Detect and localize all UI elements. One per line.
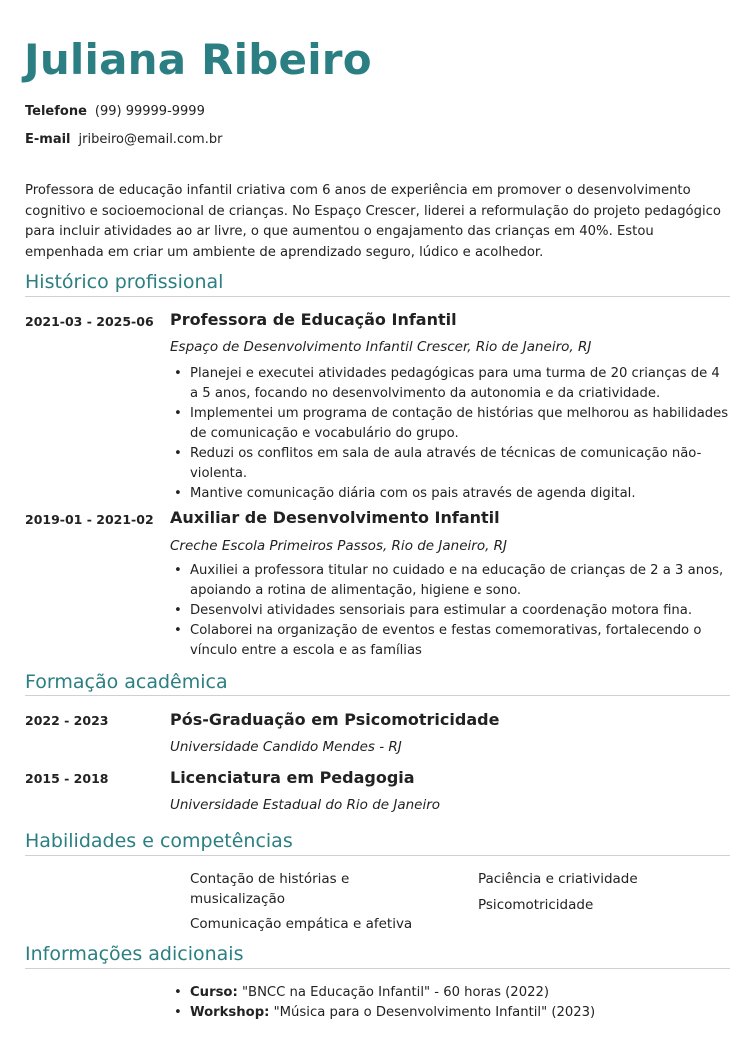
additional-item-text: "BNCC na Educação Infantil" - 60 horas (2022) <box>237 985 550 1000</box>
job-bullet: • Planejei e executei atividades pedagógicas para uma turma de 20 crianças de 4 a 5 anos, focando no desenvolvimento da autonomia e da criatividade. <box>170 364 730 404</box>
additional-item-label: Workshop: <box>190 1005 270 1020</box>
skill-item: Paciência e criatividade <box>478 871 638 887</box>
email-row <box>25 131 222 149</box>
phone-value: (99) 99999-9999 <box>94 104 205 119</box>
section-divider <box>25 968 730 969</box>
education-school: Universidade Estadual do Rio de Janeiro <box>170 797 441 813</box>
education-school: Universidade Candido Mendes - RJ <box>170 739 402 755</box>
job-role: Auxiliar de Desenvolvimento Infantil <box>170 508 500 527</box>
section-title-education: Formação acadêmica <box>25 671 228 693</box>
job-dates: 2021-03 - 2025-06 <box>25 314 154 329</box>
section-title-additional: Informações adicionais <box>25 943 244 965</box>
candidate-name: Juliana Ribeiro <box>24 35 372 84</box>
email-label: E-mail <box>25 132 71 147</box>
section-divider <box>25 296 730 297</box>
education-degree: Pós-Graduação em Psicomotricidade <box>170 710 500 729</box>
section-divider <box>25 855 730 856</box>
skill-item: Comunicação empática e afetiva <box>190 916 413 932</box>
job-bullet: • Mantive comunicação diária com os pais através de agenda digital. <box>170 484 730 504</box>
job-bullet: • Reduzi os conflitos em sala de aula através de técnicas de comunicação não-violenta. <box>170 444 730 484</box>
section-divider <box>25 695 730 696</box>
education-dates: 2022 - 2023 <box>25 713 109 728</box>
phone-row <box>25 103 205 121</box>
job-organization: Espaço de Desenvolvimento Infantil Crescer, Rio de Janeiro, RJ <box>170 339 592 355</box>
additional-list <box>170 983 730 1023</box>
job-bullets <box>170 364 730 504</box>
phone-label: Telefone <box>25 104 87 119</box>
job-bullet: • Auxiliei a professora titular no cuidado e na educação de crianças de 2 a 3 anos, apoiando a rotina de alimentação, higiene e sono. <box>170 561 730 601</box>
additional-item-label: Curso: <box>190 985 238 1000</box>
job-bullet: • Implementei um programa de contação de histórias que melhorou as habilidades de comunicação e vocabulário do grupo. <box>170 404 730 444</box>
job-role: Professora de Educação Infantil <box>170 310 457 329</box>
additional-item <box>170 983 730 1003</box>
job-bullets <box>170 561 730 661</box>
education-dates: 2015 - 2018 <box>25 771 109 786</box>
job-organization: Creche Escola Primeiros Passos, Rio de Janeiro, RJ <box>170 538 508 554</box>
job-bullet: • Colaborei na organização de eventos e festas comemorativas, fortalecendo o vínculo entre a escola e as famílias <box>170 621 730 661</box>
job-bullet: • Desenvolvi atividades sensoriais para estimular a coordenação motora fina. <box>170 601 730 621</box>
additional-item-text: "Música para o Desenvolvimento Infantil" (2023) <box>269 1005 596 1020</box>
email-value[interactable]: jribeiro@email.com.br <box>78 132 223 147</box>
section-title-skills: Habilidades e competências <box>25 830 293 852</box>
professional-summary: Professora de educação infantil criativa com 6 anos de experiência em promover o desenvolvimento cognitivo e socioemocional de crianças. No Espaço Crescer, liderei a reformulação do projeto pedagógico para incluir atividades ao ar livre, o que aumentou o engajamento das crianças em 40%. Estou empenhada em criar um ambiente de aprendizado seguro, lúdico e acolhedor. <box>25 183 721 260</box>
education-degree: Licenciatura em Pedagogia <box>170 768 415 787</box>
additional-item <box>170 1003 730 1023</box>
section-title-experience: Histórico profissional <box>25 271 224 293</box>
skill-item: Psicomotricidade <box>478 897 594 913</box>
skill-item: Contação de histórias e musicalização <box>190 871 350 907</box>
job-dates: 2019-01 - 2021-02 <box>25 512 154 527</box>
